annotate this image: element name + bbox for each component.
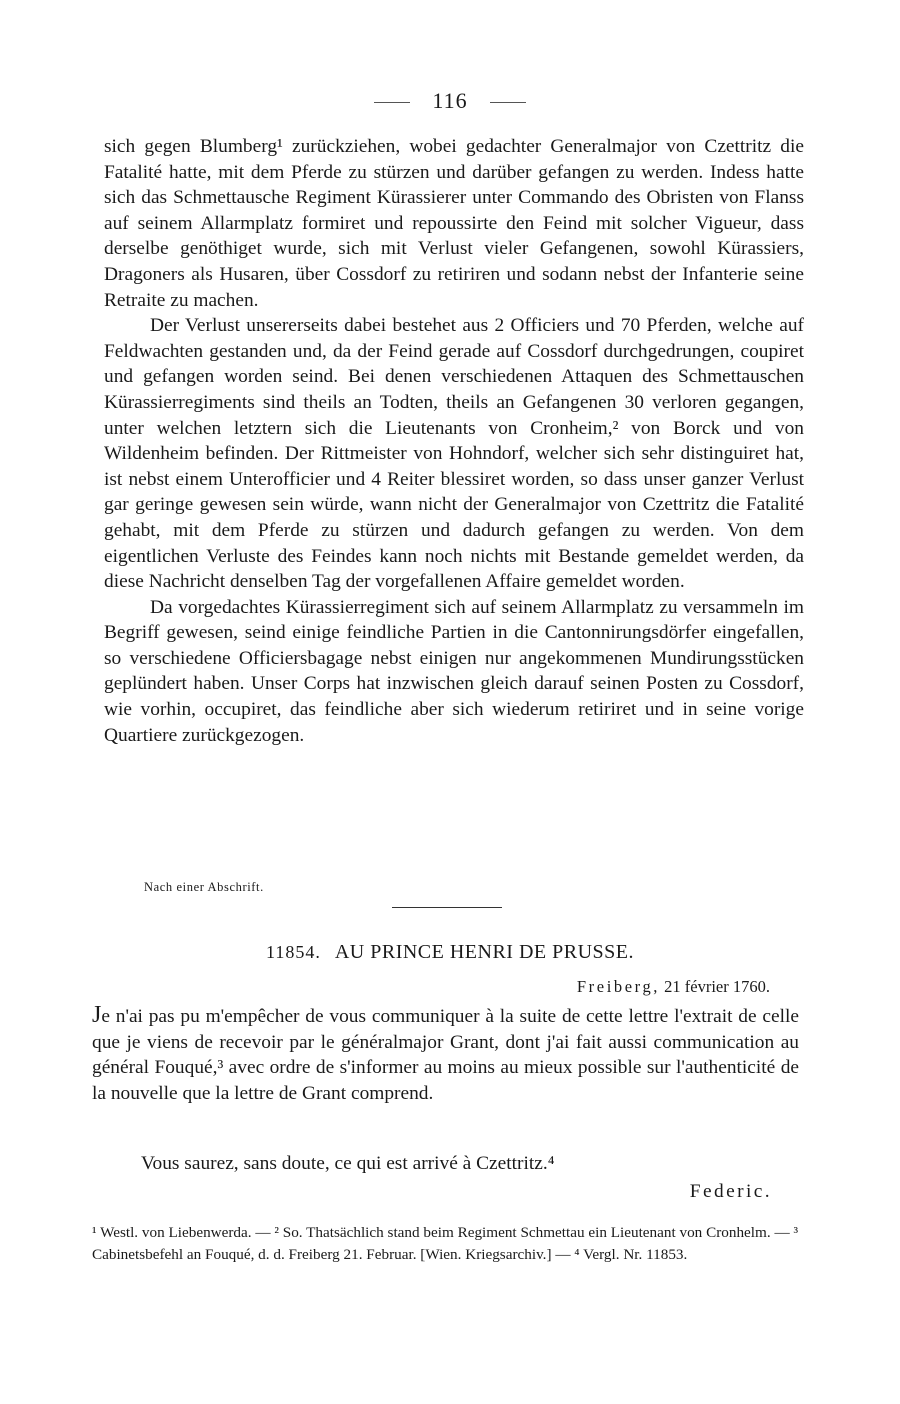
source-note: Nach einer Abschrift. [144,880,264,894]
letter-body [92,1003,799,1106]
letter-dateline [577,977,770,997]
page-number: 116 [432,88,468,113]
letter-title: AU PRINCE HENRI DE PRUSSE. [334,941,634,963]
section-divider [392,907,502,908]
letter-signature: Federic. [689,1181,772,1202]
page-number-rule-right [490,102,526,103]
footnotes [92,1222,798,1265]
paragraph-3: Da vorgedachtes Kürassierregiment sich auf seinem Allarmplatz zu versammeln im Begriff gewesen, seind einige feindliche Partien in die Cantonnirungsdörfer eingefallen, so verschiedene Officiersbagage nebst einigen nur angekommenen Mundirungsstücken geplündert haben. Unser Corps hat inzwischen gleich darauf seinen Posten zu Cossdorf, wie vorhin, occupiret, das feindliche aber sich wiederum retiriret und in seine vorige Quartiere zurückgezogen. [104,596,804,746]
page-number-line [0,88,900,114]
letter-heading [0,941,900,964]
dateline-date: 21 février 1760. [664,977,770,996]
letter-paragraph [92,1003,799,1106]
letter-dropcap: J [92,1002,102,1028]
paragraph-1: sich gegen Blumberg¹ zurückziehen, wobei gedachter Generalmajor von Czettritz die Fatalité hatte, mit dem Pferde zu stürzen und darüber gefangen zu werden. Indess hatte sich das Schmettausche Regiment Kürassierer unter Commando des Obristen von Flanss auf seinem Allarmplatz formiret und repoussirte den Feind mit solcher Vigueur, dass derselbe genöthiget wurde, sich mit Verlust vieler Gefangenen, sowohl Kürassiers, Dragoners als Husaren, über Cossdorf zu retiriren und sodann nebst der Infanterie seine Retraite zu machen. [104,136,804,311]
letter-closing: Vous saurez, sans doute, ce qui est arrivé à Czettritz.⁴ [141,1153,555,1174]
main-body-text [104,134,804,748]
letter-body-text: e n'ai pas pu m'empêcher de vous communiquer à la suite de cette lettre l'extrait de celle que je viens de recevoir par le généralmajor Grant, dont j'ai fait aussi communication au général Fouqué,³ avec ordre de s'informer au moins au mieux possible sur l'authenticité de la nouvelle que la lettre de Grant comprend. [92,1006,799,1104]
paragraph-2: Der Verlust unsererseits dabei bestehet aus 2 Officiers und 70 Pferden, welche auf Feldwachten gestanden und, da der Feind gerade auf Cossdorf durchgedrungen, coupiret und gefangen worden seind. Bei denen verschiedenen Attaquen des Schmettauschen Kürassierregiments sind theils an Todten, theils an Gefangenen 30 verloren gegangen, unter welchen letztern sich die Lieutenants von Cronheim,² von Borck und von Wildenheim befinden. Der Rittmeister von Hohndorf, welcher sich sehr distinguiret hat, ist nebst einem Unterofficier und 4 Reiter blessiret worden, so dass unser ganzer Verlust gar geringe gewesen sein würde, wann nicht der Generalmajor von Czettritz die Fatalité gehabt, mit dem Pferde zu stürzen und dadurch gefangen zu werden. Von dem eigentlichen Verluste des Feindes kann noch nichts mit Bestande gemeldet werden, da diese Nachricht denselben Tag der vorgefallenen Affaire gemeldet worden. [104,315,804,593]
page-number-rule-left [374,102,410,103]
footnotes-text: ¹ Westl. von Liebenwerda. — ² So. Thatsächlich stand beim Regiment Schmettau ein Lieutenant von Cronhelm. — ³ Cabinetsbefehl an Fouqué, d. d. Freiberg 21. Februar. [Wien. Kriegsarchiv.] — ⁴ Vergl. Nr. 11853. [92,1224,798,1263]
dateline-place: Freiberg, [576,977,661,996]
letter-number: 11854. [266,942,321,962]
